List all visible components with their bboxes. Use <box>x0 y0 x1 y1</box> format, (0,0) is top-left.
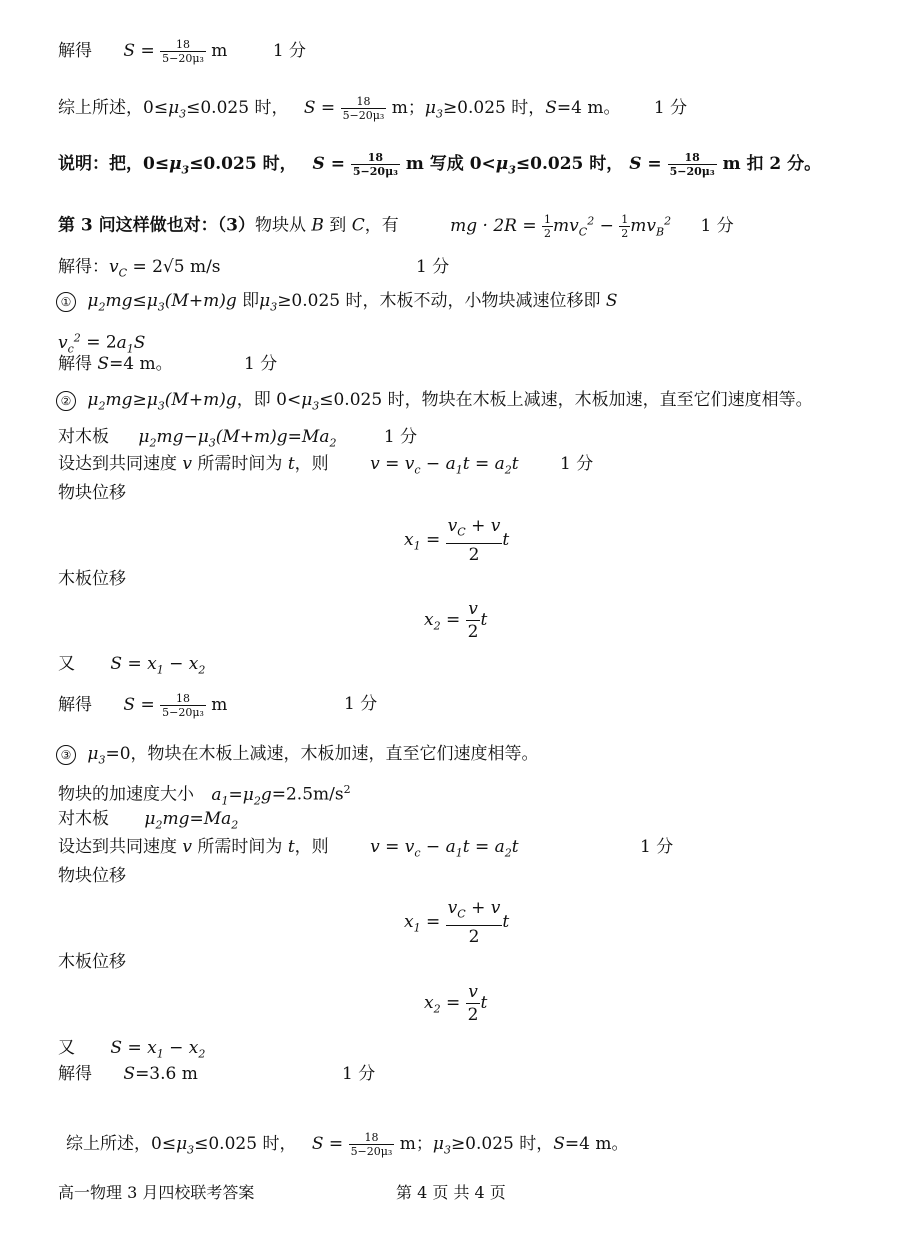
eq-x2: $x_2$ = $\frac{v}{2}$ t <box>424 599 488 642</box>
line-7: $v_c^2 = 2a_1S$ <box>58 331 146 356</box>
fraction: $\frac{18}{\text{5−20μ₃}}$ <box>342 95 385 122</box>
line-24: 综上所述，$0\le\mu_3\le 0.025$ 时， S = $\frac{18}{\text{5−20μ₃}}$ m；$\mu_3\ge 0.025$ 时，S=4 m。 <box>66 1131 629 1158</box>
line-12: 物块位移 <box>58 483 126 503</box>
fraction: $\frac{18}{\text{5−20μ₃}}$ <box>352 151 398 178</box>
line-10: 对木板 $\mu_2mg-\mu_3(M+m)g=Ma_2$ 1 分 <box>58 427 418 450</box>
line-19: 设达到共同速度 v 所需时间为 t，则 $v = v_c - a_1t = a_2t$ 1 分 <box>58 837 674 860</box>
fraction: $\frac{18}{\text{5−20μ₃}}$ <box>350 1131 393 1158</box>
line-16: ③ $\mu_3=0$，物块在木板上减速，木板加速，直至它们速度相等。 <box>56 742 539 772</box>
score: 1 分 <box>640 837 674 857</box>
eq-x1: $x_1$ = $\frac{v_C + v}{2}$ t <box>404 516 510 566</box>
eq-x1-2: $x_1$ = $\frac{v_C + v}{2}$ t <box>404 898 510 948</box>
line-4: 第 3 问这样做也对：（3）物块从 B 到 C，有 mg · 2R = $\frac{1}{2}$ $mv_C^2$ − $\frac{1}{2}$ $mv_B^2$ 1 分 <box>58 212 734 240</box>
line-11: 设达到共同速度 v 所需时间为 t，则 $v = v_c - a_1t = a_2t$ 1 分 <box>58 454 594 477</box>
footer-page: 第 4 页 共 4 页 <box>396 1183 506 1202</box>
line-13: 木板位移 <box>58 569 126 589</box>
fraction: $\frac{18}{\text{5−20μ₃}}$ <box>669 151 715 178</box>
line-21: 木板位移 <box>58 952 126 972</box>
fraction: $\frac{18}{\text{5−20μ₃}}$ <box>162 692 204 719</box>
line-5: 解得：$v_C = 2√5$ m/s 1 分 <box>58 257 450 280</box>
score: 1 分 <box>653 98 688 118</box>
line-6: ① $\mu_2mg\le\mu_3(M+m)g$ 即$\mu_3\ge 0.025$ 时，木板不动，小物块减速位移即 S <box>56 289 618 319</box>
line-15: 解得 S = $\frac{18}{\text{5−20μ₃}}$ m 1 分 <box>58 692 378 719</box>
circled-1: ① <box>56 292 76 312</box>
line-9: ② $\mu_2mg\ge\mu_3(M+m)g$，即 $0<\mu_3\le 0.025$ 时，物块在木板上减速，木板加速，直至它们速度相等。 <box>56 388 813 418</box>
footer-left: 高一物理 3 月四校联考答案 <box>58 1183 255 1202</box>
line-23: 解得 S=3.6 m 1 分 <box>58 1064 376 1084</box>
score: 1 分 <box>342 1064 376 1084</box>
line-22: 又 $S = x_1 - x_2$ <box>58 1038 206 1061</box>
fraction: $\frac{18}{\text{5−20μ₃}}$ <box>162 38 204 65</box>
line-17: 物块的加速度大小 $a_1=\mu_2g=2.5m/s^2$ <box>58 783 351 808</box>
line-1: 解得 S = $\frac{18}{\text{5−20μ₃}}$ m 1 分 <box>58 38 307 65</box>
note-line: 说明：把，$0\le\mu_3\le 0.025$ 时， S = $\frac{18}{\text{5−20μ₃}}$ m 写成 $0<\mu_3\le 0.025$ 时， S = $\frac{18}{\text{5−20μ₃}}$ m 扣 2 分。 <box>58 151 822 178</box>
line-20: 物块位移 <box>58 866 126 886</box>
line-8: 解得 S=4 m。 1 分 <box>58 354 278 374</box>
eq-x2-2: $x_2$ = $\frac{v}{2}$ t <box>424 982 488 1025</box>
line-2: 综上所述，$0\le\mu_3\le 0.025$ 时， S = $\frac{18}{\text{5−20μ₃}}$ m；$\mu_3\ge 0.025$ 时，S=4 m。 1 分 <box>58 95 688 122</box>
score: 1 分 <box>559 454 594 474</box>
score: 1 分 <box>244 354 278 374</box>
circled-2: ② <box>56 391 76 411</box>
score: 1 分 <box>272 41 307 61</box>
label-jiede: 解得 <box>58 41 92 61</box>
score: 1 分 <box>416 257 450 277</box>
score: 1 分 <box>383 427 418 447</box>
score: 1 分 <box>700 215 734 236</box>
circled-3: ③ <box>56 745 76 765</box>
score: 1 分 <box>344 694 378 714</box>
line-14: 又 $S = x_1 - x_2$ <box>58 654 206 677</box>
line-18: 对木板 $\mu_2mg=Ma_2$ <box>58 809 239 832</box>
